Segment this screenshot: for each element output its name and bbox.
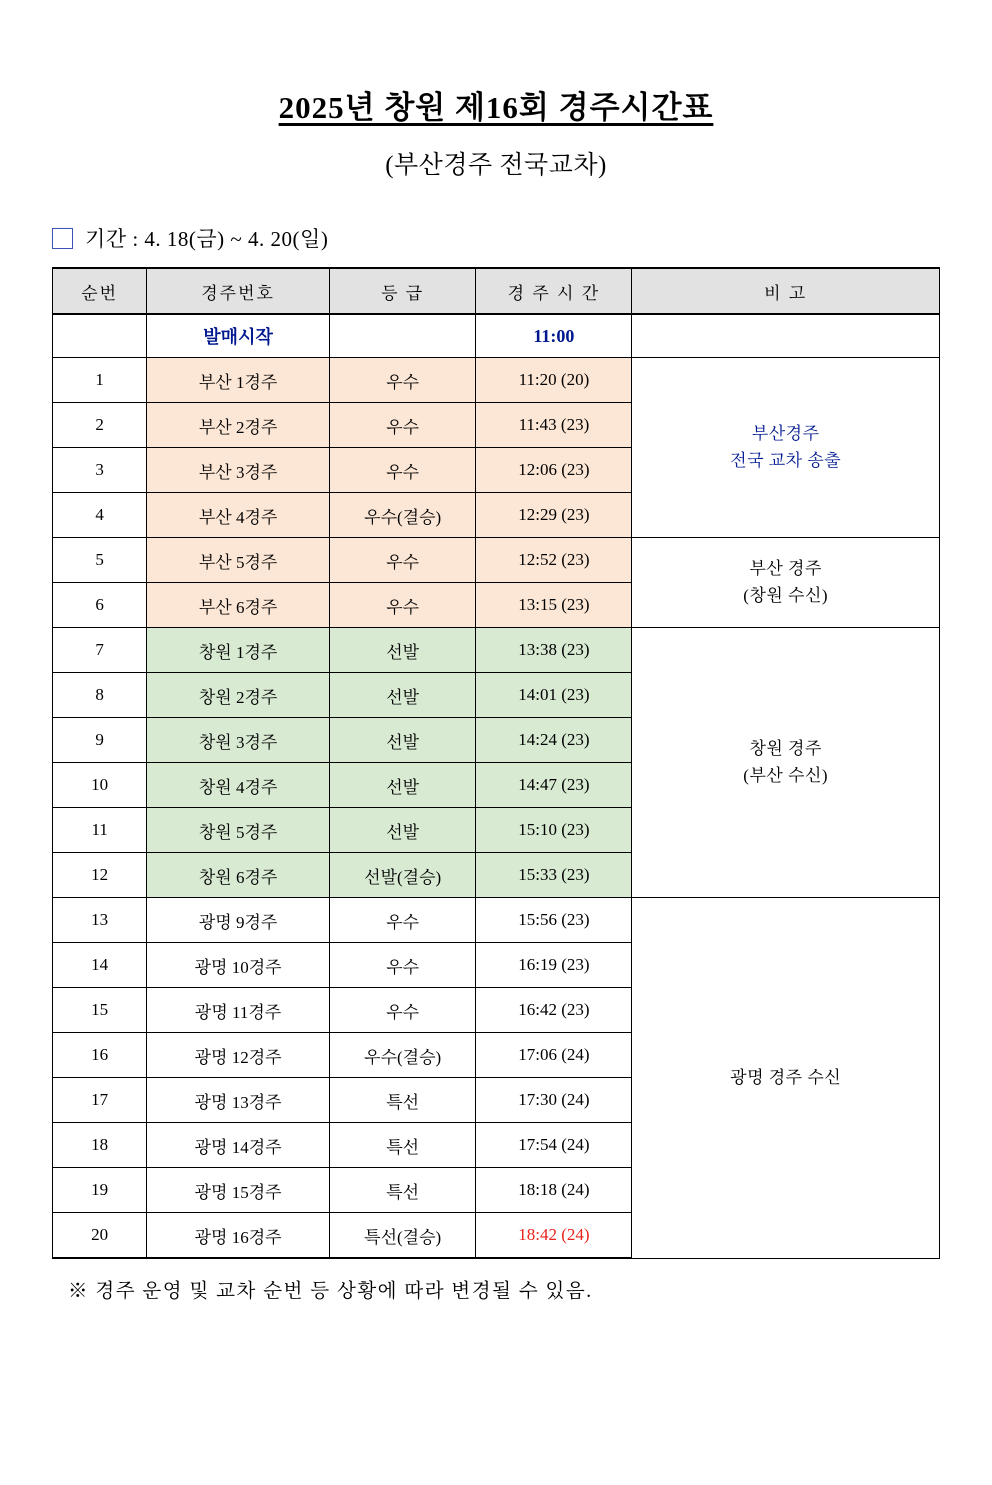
cell-no: 13: [53, 898, 147, 943]
document-page: [0, 82, 992, 1485]
cell-no: 20: [53, 1213, 147, 1259]
cell-race: 창원 5경주: [147, 808, 330, 853]
column-header-time: 경 주 시 간: [476, 268, 632, 314]
cell-race: 부산 2경주: [147, 403, 330, 448]
cell-note: 광명 경주 수신: [632, 898, 940, 1259]
cell-grade: 선발: [329, 718, 476, 763]
cell-time: 12:52 (23): [476, 538, 632, 583]
cell-time: 15:10 (23): [476, 808, 632, 853]
cell-race: 부산 5경주: [147, 538, 330, 583]
cell-race: 부산 1경주: [147, 358, 330, 403]
cell-grade: 특선(결승): [329, 1213, 476, 1259]
cell-no: [53, 314, 147, 358]
cell-note: 부산 경주 (창원 수신): [632, 538, 940, 628]
cell-grade: 우수: [329, 403, 476, 448]
cell-time: 14:24 (23): [476, 718, 632, 763]
cell-race: 광명 13경주: [147, 1078, 330, 1123]
cell-time: 11:00: [476, 314, 632, 358]
period-line: [52, 223, 940, 253]
cell-grade: 선발(결승): [329, 853, 476, 898]
cell-race: 부산 6경주: [147, 583, 330, 628]
cell-note: [632, 314, 940, 358]
cell-time: 15:33 (23): [476, 853, 632, 898]
cell-time: 12:29 (23): [476, 493, 632, 538]
cell-race: 광명 11경주: [147, 988, 330, 1033]
footnote: ※ 경주 운영 및 교차 순번 등 상황에 따라 변경될 수 있음.: [68, 1281, 593, 1302]
cell-time: 13:15 (23): [476, 583, 632, 628]
cell-time: 13:38 (23): [476, 628, 632, 673]
cell-no: 17: [53, 1078, 147, 1123]
cell-race: 광명 15경주: [147, 1168, 330, 1213]
cell-grade: 특선: [329, 1078, 476, 1123]
cell-time: 14:47 (23): [476, 763, 632, 808]
cell-no: 11: [53, 808, 147, 853]
cell-grade: 우수(결승): [329, 1033, 476, 1078]
cell-grade: 우수: [329, 448, 476, 493]
table-body: [53, 314, 940, 1258]
cell-no: 7: [53, 628, 147, 673]
cell-grade: 특선: [329, 1168, 476, 1213]
cell-no: 15: [53, 988, 147, 1033]
cell-grade: 우수: [329, 538, 476, 583]
column-header-note: 비 고: [632, 268, 940, 314]
cell-time: 16:42 (23): [476, 988, 632, 1033]
column-header-no: 순번: [53, 268, 147, 314]
cell-grade: 우수: [329, 988, 476, 1033]
cell-no: 19: [53, 1168, 147, 1213]
cell-race: 광명 12경주: [147, 1033, 330, 1078]
cell-time: 11:43 (23): [476, 403, 632, 448]
cell-no: 4: [53, 493, 147, 538]
cell-time: 11:20 (20): [476, 358, 632, 403]
cell-time: 14:01 (23): [476, 673, 632, 718]
cell-time: 17:54 (24): [476, 1123, 632, 1168]
cell-no: 8: [53, 673, 147, 718]
cell-race: 광명 10경주: [147, 943, 330, 988]
cell-race: 광명 16경주: [147, 1213, 330, 1259]
table-row: [53, 314, 940, 358]
cell-no: 10: [53, 763, 147, 808]
cell-note: 창원 경주 (부산 수신): [632, 628, 940, 898]
cell-race: 부산 3경주: [147, 448, 330, 493]
cell-time: 18:18 (24): [476, 1168, 632, 1213]
cell-no: 14: [53, 943, 147, 988]
cell-no: 1: [53, 358, 147, 403]
cell-time: 17:30 (24): [476, 1078, 632, 1123]
cell-no: 18: [53, 1123, 147, 1168]
table-row: [53, 538, 940, 583]
cell-race: 광명 14경주: [147, 1123, 330, 1168]
cell-grade: 선발: [329, 808, 476, 853]
cell-grade: 우수: [329, 358, 476, 403]
table-row: [53, 358, 940, 403]
cell-time: 15:56 (23): [476, 898, 632, 943]
cell-grade: 특선: [329, 1123, 476, 1168]
column-header-race: 경주번호: [147, 268, 330, 314]
cell-no: 16: [53, 1033, 147, 1078]
cell-time: 16:19 (23): [476, 943, 632, 988]
table-row: [53, 898, 940, 943]
cell-grade: [329, 314, 476, 358]
cell-race: 창원 1경주: [147, 628, 330, 673]
cell-no: 3: [53, 448, 147, 493]
cell-grade: 우수(결승): [329, 493, 476, 538]
cell-note: 부산경주 전국 교차 송출: [632, 358, 940, 538]
cell-no: 2: [53, 403, 147, 448]
cell-race: 창원 6경주: [147, 853, 330, 898]
column-header-grade: 등 급: [329, 268, 476, 314]
cell-race: 부산 4경주: [147, 493, 330, 538]
cell-grade: 선발: [329, 673, 476, 718]
cell-grade: 우수: [329, 943, 476, 988]
cell-grade: 우수: [329, 583, 476, 628]
cell-no: 9: [53, 718, 147, 763]
race-schedule-table: [52, 267, 940, 1259]
cell-time: 12:06 (23): [476, 448, 632, 493]
cell-no: 12: [53, 853, 147, 898]
table-row: [53, 628, 940, 673]
cell-grade: 선발: [329, 763, 476, 808]
cell-race: 발매시작: [147, 314, 330, 358]
page-subtitle: (부산경주 전국교차): [385, 152, 607, 179]
table-header-row: [53, 268, 940, 314]
cell-race: 창원 2경주: [147, 673, 330, 718]
cell-race: 창원 4경주: [147, 763, 330, 808]
cell-race: 창원 3경주: [147, 718, 330, 763]
cell-grade: 우수: [329, 898, 476, 943]
cell-no: 5: [53, 538, 147, 583]
checkbox-icon: [52, 228, 73, 249]
cell-time: 18:42 (24): [476, 1213, 632, 1259]
cell-time: 17:06 (24): [476, 1033, 632, 1078]
cell-no: 6: [53, 583, 147, 628]
cell-race: 광명 9경주: [147, 898, 330, 943]
period-text: 기간 : 4. 18(금) ~ 4. 20(일): [85, 227, 329, 251]
cell-grade: 선발: [329, 628, 476, 673]
page-title: 2025년 창원 제16회 경주시간표: [278, 90, 714, 125]
